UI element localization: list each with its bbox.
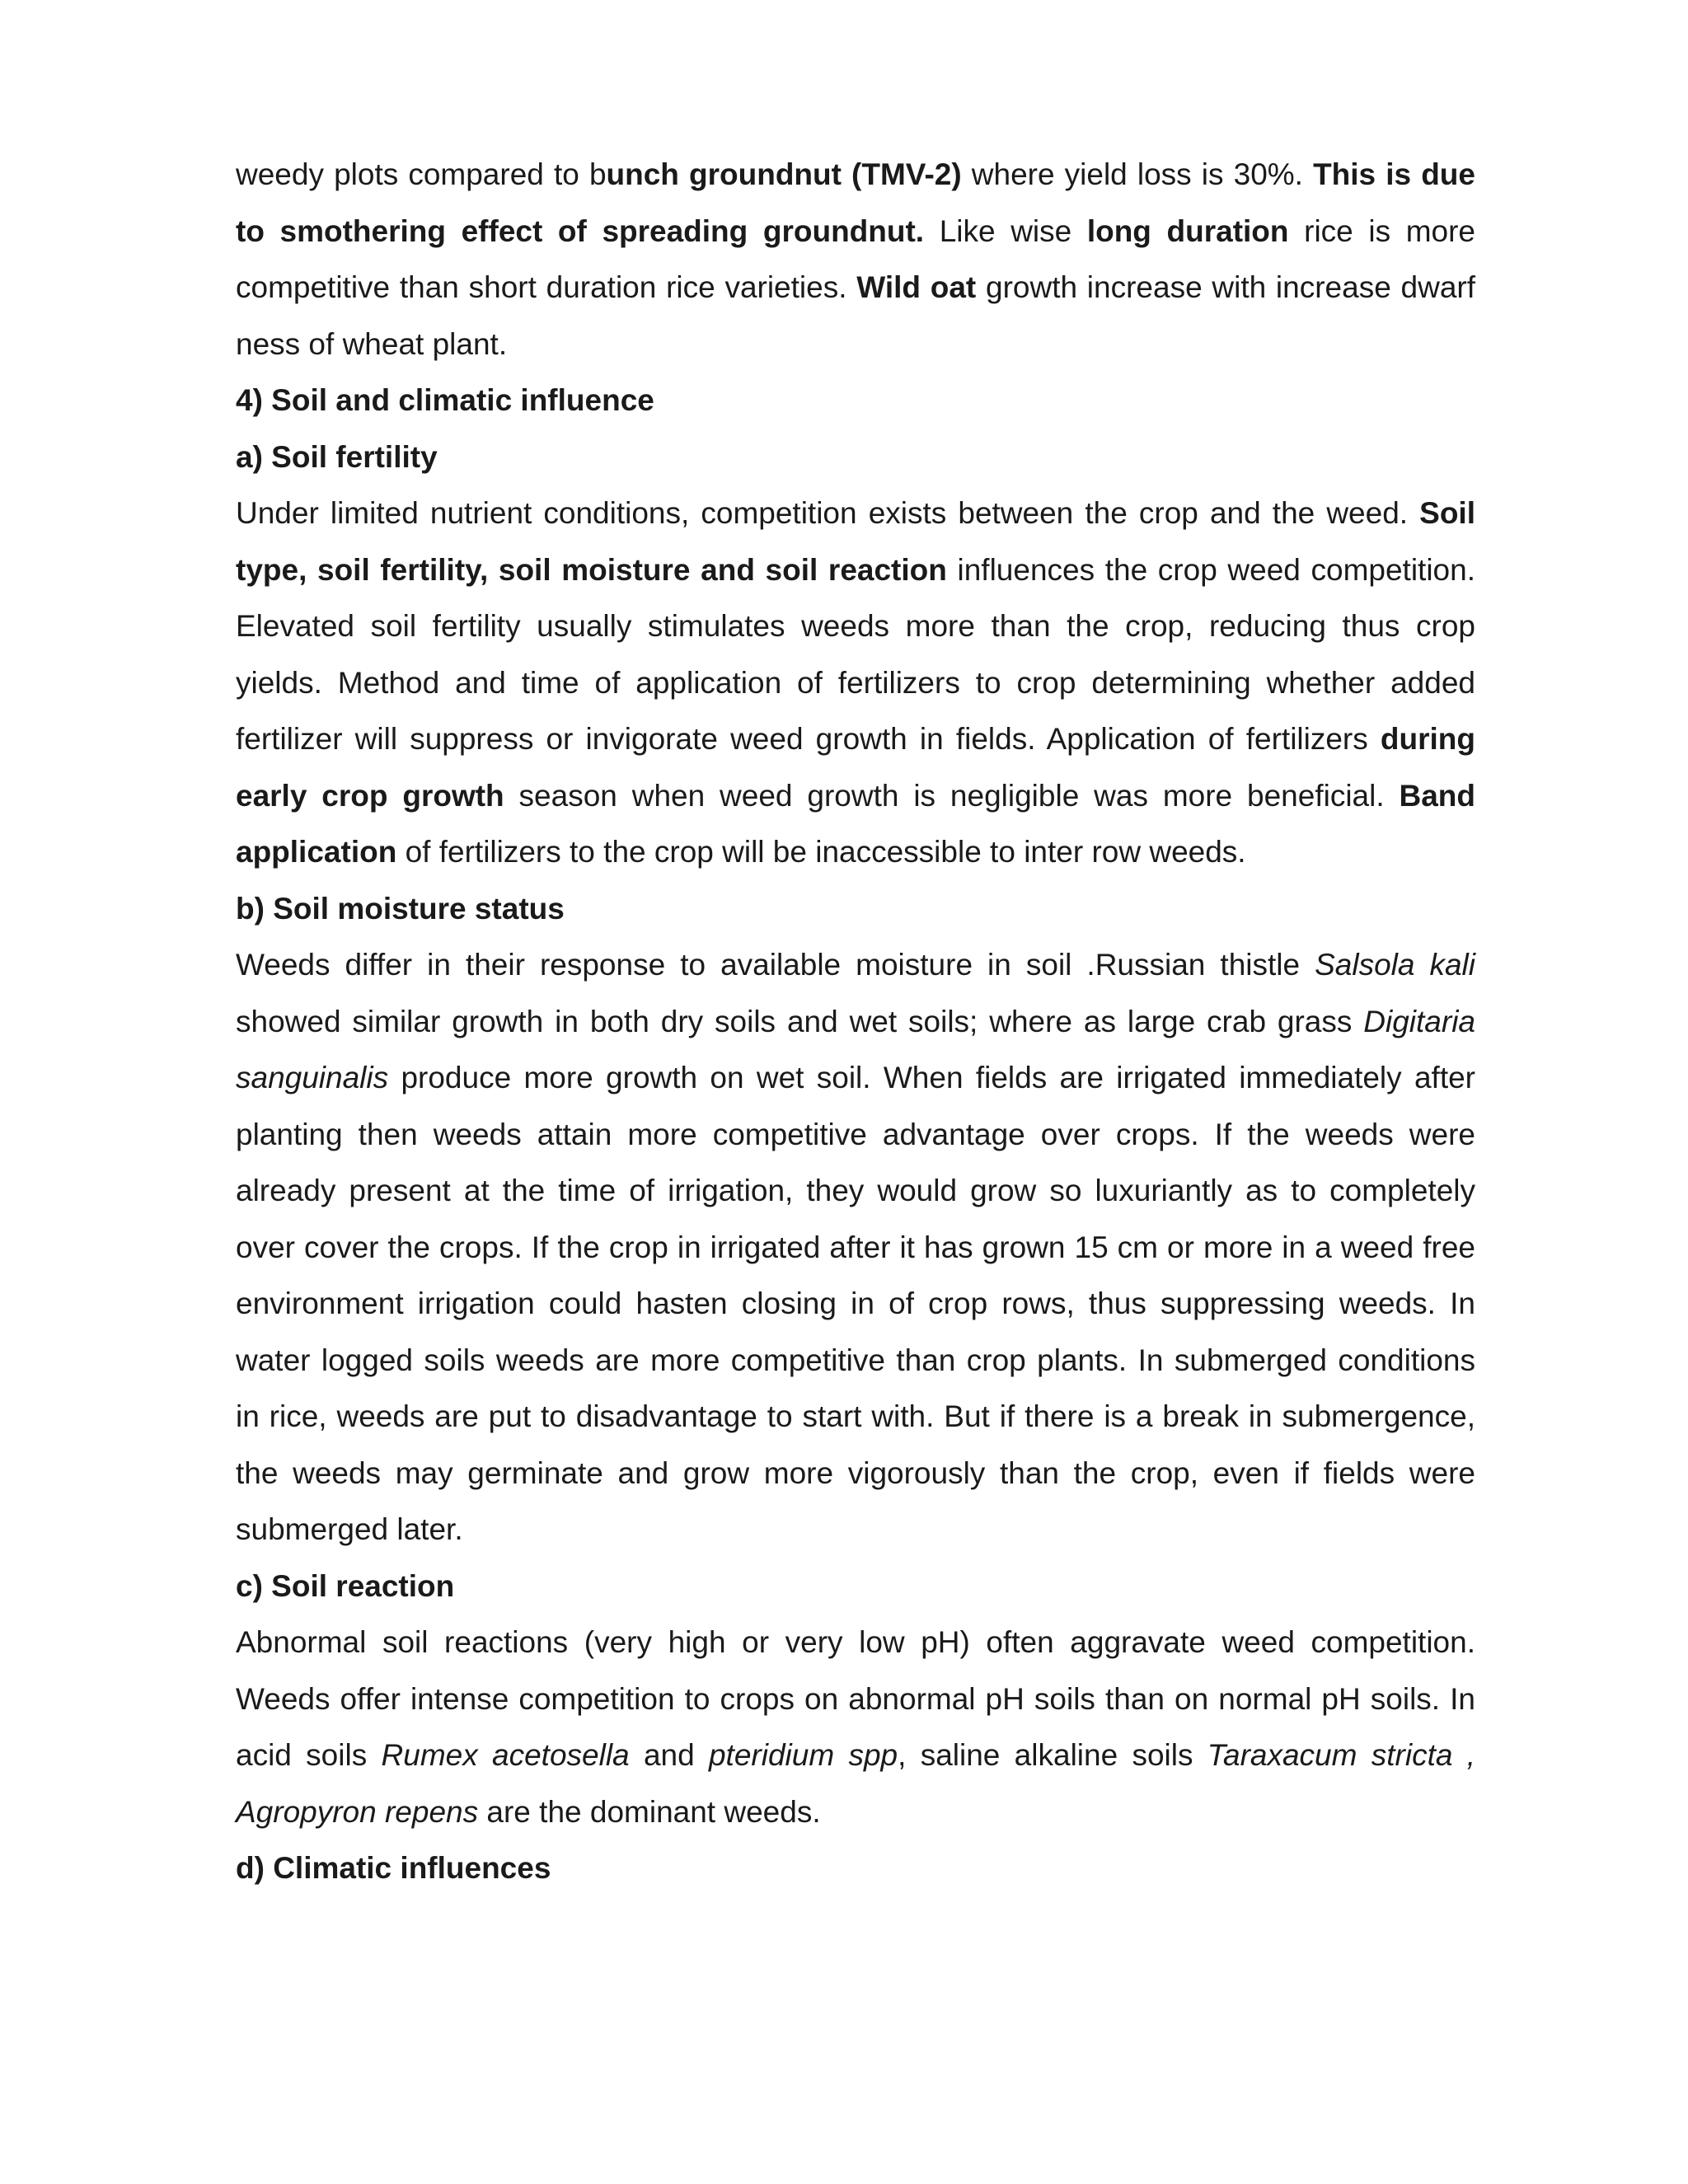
italic-species-name: Salsola kali <box>1315 948 1475 982</box>
paragraph-soil-reaction <box>236 1615 1475 1840</box>
text-span: Under limited nutrient conditions, competition exists between the crop and the weed. <box>236 496 1420 530</box>
text-span: and <box>629 1738 709 1772</box>
text-span: are the dominant weeds. <box>478 1794 821 1829</box>
bold-text: This is due to smothering effect of spreading groundnut. <box>236 157 1475 248</box>
italic-species-name: pteridium spp <box>708 1738 898 1772</box>
italic-species-name: Rumex acetosella <box>381 1738 630 1772</box>
text-span: rice is more competitive than short duration rice varieties. <box>236 213 1475 304</box>
text-span: growth increase with increase dwarf ness of wheat plant. <box>236 270 1475 361</box>
paragraph-soil-moisture <box>236 937 1475 1558</box>
text-span: Abnormal soil reactions (very high or very low pH) often aggravate weed competition. Weeds offer intense competition to crops on abnormal pH soils than on normal pH soils. In acid soils <box>236 1625 1475 1772</box>
bold-text: Wild oat <box>856 270 977 304</box>
subheading-climatic-influences: d) Climatic influences <box>236 1851 551 1885</box>
text-span: Like wise <box>924 213 1087 248</box>
paragraph-groundnut-competition <box>236 147 1475 373</box>
text-span: season when weed growth is negligible was more beneficial. <box>504 778 1400 813</box>
italic-species-name: Digitaria sanguinalis <box>236 1004 1475 1094</box>
document-page <box>236 147 1475 1897</box>
text-span: weedy plots compared to b <box>236 157 607 191</box>
bold-text: Soil type, soil fertility, soil moisture and soil reaction <box>236 496 1475 587</box>
bold-text: Band application <box>236 778 1475 869</box>
section-heading-soil-climatic: 4) Soil and climatic influence <box>236 383 654 417</box>
bold-text: unch groundnut (TMV-2) <box>606 157 962 191</box>
text-span: influences the crop weed competition. Elevated soil fertility usually stimulates weeds more than the crop, reducing thus crop yields. Method and time of application of fertilizers to crop determining whether added fertilizer will suppress or invigorate weed growth in fields. Application of fertilizers <box>236 552 1475 756</box>
text-span: produce more growth on wet soil. When fields are irrigated immediately after planting then weeds attain more competitive advantage over crops. If the weeds were already present at the time of irrigation, they would grow so luxuriantly as to completely over cover the crops. If the crop in irrigated after it has grown 15 cm or more in a weed free environment irrigation could hasten closing in of crop rows, thus suppressing weeds. In water logged soils weeds are more competitive than crop plants. In submerged conditions in rice, weeds are put to disadvantage to start with. But if there is a break in submergence, the weeds may germinate and grow more vigorously than the crop, even if fields were submerged later. <box>236 1061 1475 1546</box>
bold-text: long duration <box>1086 213 1289 248</box>
text-span: showed similar growth in both dry soils and wet soils; where as large crab grass <box>236 1004 1364 1038</box>
italic-species-name: Taraxacum stricta , Agropyron repens <box>236 1738 1476 1829</box>
text-span: , saline alkaline soils <box>898 1738 1207 1772</box>
text-span: of fertilizers to the crop will be inaccessible to inter row weeds. <box>396 835 1246 869</box>
subheading-soil-moisture: b) Soil moisture status <box>236 891 565 926</box>
paragraph-soil-fertility <box>236 485 1475 881</box>
text-span: Weeds differ in their response to available moisture in soil .Russian thistle <box>236 948 1315 982</box>
text-span: where yield loss is 30%. <box>961 157 1314 191</box>
subheading-soil-fertility: a) Soil fertility <box>236 439 438 474</box>
bold-text: during early crop growth <box>236 722 1475 813</box>
subheading-soil-reaction: c) Soil reaction <box>236 1568 455 1603</box>
